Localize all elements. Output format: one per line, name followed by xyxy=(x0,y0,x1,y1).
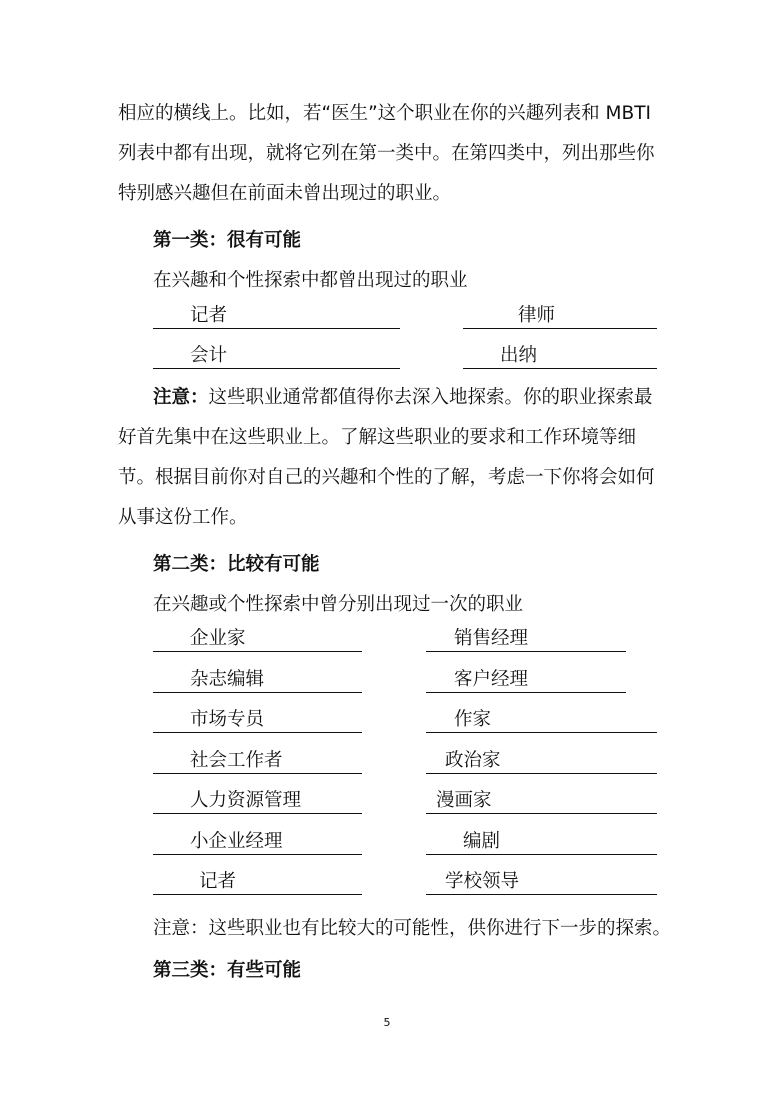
job-entry: 作家 xyxy=(454,709,492,730)
category-2-right-blank xyxy=(426,871,657,895)
job-entry: 小企业经理 xyxy=(190,831,283,852)
note-1-label: 注意： xyxy=(153,387,209,408)
note-1-paragraph xyxy=(118,378,658,538)
category-2-left-blank xyxy=(153,628,362,652)
job-entry: 编剧 xyxy=(463,831,501,852)
category-1-heading: 第一类：很有可能 xyxy=(153,230,302,251)
job-entry: 杂志编辑 xyxy=(190,669,265,690)
category-2-description: 在兴趣或个性探索中曾分别出现过一次的职业 xyxy=(153,594,524,615)
note-1-text: 这些职业通常都值得你去深入地探索。你的职业探索最好首先集中在这些职业上。了解这些职业的要求和工作环境等细节。根据目前你对自己的兴趣和个性的了解，考虑一下你将会如何从事这份工作。 xyxy=(118,387,655,528)
job-entry: 记者 xyxy=(199,871,237,892)
category-1-description: 在兴趣和个性探索中都曾出现过的职业 xyxy=(153,270,468,291)
category-2-left-blank xyxy=(153,750,362,774)
category-2-right-blank xyxy=(426,790,657,814)
job-entry: 律师 xyxy=(518,305,556,326)
category-2-right-blank xyxy=(426,628,626,652)
job-entry: 记者 xyxy=(190,305,228,326)
category-2-right-blank xyxy=(426,709,657,733)
job-entry: 漫画家 xyxy=(436,790,492,811)
category-2-left-blank xyxy=(153,790,362,814)
job-entry: 人力资源管理 xyxy=(190,790,302,811)
job-entry: 客户经理 xyxy=(454,669,529,690)
category-2-left-blank xyxy=(153,831,362,855)
category-2-right-blank xyxy=(426,669,626,693)
page-number: 5 xyxy=(383,1016,391,1029)
category-2-right-blank xyxy=(426,831,657,855)
category-1-blank xyxy=(153,305,400,329)
job-entry: 销售经理 xyxy=(454,628,529,649)
category-1-blank xyxy=(153,345,400,369)
job-entry: 社会工作者 xyxy=(190,750,283,771)
job-entry: 出纳 xyxy=(500,345,538,366)
intro-paragraph: 相应的横线上。比如，若“医生”这个职业在你的兴趣列表和 MBTI 列表中都有出现，就将它列在第一类中。在第四类中，列出那些你特别感兴趣但在前面未曾出现过的职业。 xyxy=(118,103,655,204)
job-entry: 政治家 xyxy=(445,750,501,771)
category-2-heading: 第二类：比较有可能 xyxy=(153,554,320,575)
category-2-left-blank xyxy=(153,871,362,895)
note-2-line: 注意：这些职业也有比较大的可能性，供你进行下一步的探索。 xyxy=(153,918,672,939)
job-entry: 企业家 xyxy=(190,628,246,649)
category-1-blank xyxy=(463,305,657,329)
category-2-left-blank xyxy=(153,709,362,733)
job-entry: 学校领导 xyxy=(445,871,520,892)
job-entry: 市场专员 xyxy=(190,709,265,730)
category-2-left-blank xyxy=(153,669,362,693)
category-3-heading: 第三类：有些可能 xyxy=(153,960,302,981)
category-2-right-blank xyxy=(426,750,657,774)
job-entry: 会计 xyxy=(190,345,228,366)
category-1-blank xyxy=(463,345,657,369)
